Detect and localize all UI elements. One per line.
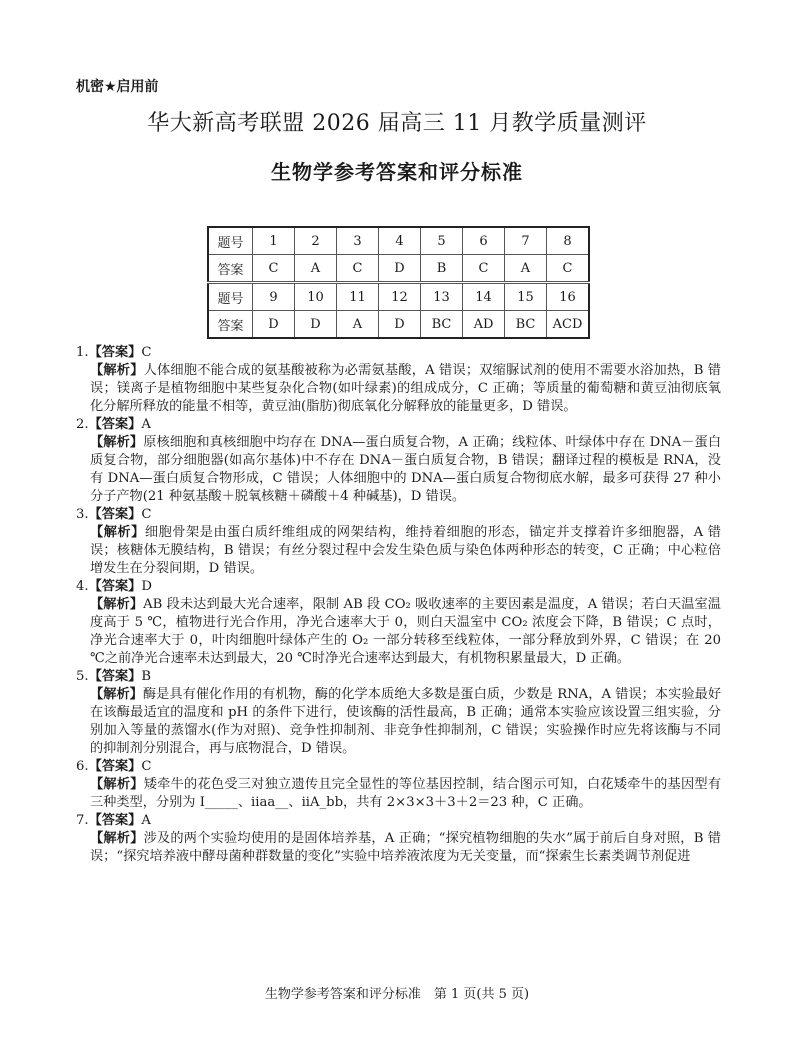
question-number-row-1 [208, 227, 589, 255]
answer-cell: D [253, 311, 295, 339]
row-label-question: 题号 [208, 283, 253, 311]
question-number: 5 [421, 227, 463, 255]
question-item-4 [76, 578, 721, 668]
analysis-text: 人体细胞不能合成的氨基酸被称为必需氨基酸，A 错误；双缩脲试剂的使用不需要水浴加热，B 错误；镁离子是植物细胞中某些复杂化合物(如叶绿素)的组成成分，C 正确；等质量的葡萄糖和黄豆油彻底氧化分解所释放的能量不相等，黄豆油(脂肪)彻底氧化分解释放的能量更多，D 错误。 [90, 363, 721, 414]
question-num: 2. [76, 417, 89, 432]
answer-tag: 【答案】 [88, 669, 142, 684]
question-number: 13 [421, 283, 463, 311]
question-item-7 [76, 812, 721, 866]
analysis-tag: 【解析】 [90, 831, 144, 846]
question-item-6 [76, 758, 721, 812]
answer-cell: C [463, 255, 505, 283]
answer-value: A [141, 813, 151, 828]
analysis-paragraph [76, 686, 721, 758]
question-number: 6 [463, 227, 505, 255]
question-item-1 [76, 344, 721, 416]
analysis-tag: 【解析】 [90, 687, 143, 702]
question-item-3 [76, 506, 721, 578]
analysis-tag: 【解析】 [90, 525, 145, 540]
document-title: 华大新高考联盟 2026 届高三 11 月教学质量测评 [147, 111, 647, 136]
question-number: 4 [379, 227, 421, 255]
answer-tag: 【答案】 [88, 345, 142, 360]
analysis-paragraph [76, 362, 721, 416]
analysis-text: 涉及的两个实验均使用的是固体培养基，A 正确；“探究植物细胞的失水”属于前后自身对照，B 错误；“探究培养液中酵母菌种群数量的变化”实验中培养液浓度为无关变量，而“探索生长素类调节剂促进 [90, 831, 721, 864]
answer-tag: 【答案】 [88, 759, 142, 774]
analysis-tag: 【解析】 [90, 435, 144, 450]
answer-cell: C [547, 255, 590, 283]
question-number: 7 [505, 227, 547, 255]
answer-cell: A [337, 311, 379, 339]
question-number: 10 [295, 283, 337, 311]
answer-cell: A [295, 255, 337, 283]
analysis-paragraph [76, 524, 721, 578]
page-footer: 生物学参考答案和评分标准 第 1 页(共 5 页) [264, 987, 530, 1002]
question-num: 5. [76, 669, 89, 684]
answer-value: B [141, 669, 152, 684]
answer-line [76, 578, 721, 596]
answer-value: C [141, 507, 152, 522]
analysis-text: 矮牵牛的花色受三对独立遗传且完全显性的等位基因控制，结合图示可知，白花矮牵牛的基因型有三种类型，分别为 I_____、iiaa__、iiA_bb，共有 2×3×3＋3＋2＝23 种，C 正确。 [90, 777, 722, 810]
document-subtitle: 生物学参考答案和评分标准 [271, 160, 523, 184]
answer-cell: D [379, 311, 421, 339]
answer-line [76, 506, 721, 524]
question-num: 7. [76, 813, 89, 828]
analysis-tag: 【解析】 [90, 597, 144, 612]
analysis-text: 原核细胞和真核细胞中均存在 DNA—蛋白质复合物，A 正确；线粒体、叶绿体中存在 DNA－蛋白质复合物，部分细胞器(如高尔基体)中不存在 DNA－蛋白质复合物，B 错误；翻译过程的模板是 RNA，没有 DNA—蛋白质复合物形成，C 错误；人体细胞中的 DNA—蛋白质复合物彻底水解，最多可获得 27 种小分子产物(21 种氨基酸＋脱氧核糖＋磷酸＋4 种碱基)，D 错误。 [90, 435, 722, 504]
answer-value: A [141, 417, 151, 432]
question-num: 4. [76, 579, 89, 594]
answer-cell: C [337, 255, 379, 283]
answer-tag: 【答案】 [88, 813, 142, 828]
question-number: 8 [547, 227, 590, 255]
answer-tag: 【答案】 [88, 507, 142, 522]
explanations [76, 344, 721, 866]
answer-row-2 [208, 311, 589, 339]
answer-line [76, 758, 721, 776]
confidential-label: 机密★启用前 [76, 79, 159, 95]
question-number: 9 [253, 283, 295, 311]
answer-line [76, 668, 721, 686]
question-number: 12 [379, 283, 421, 311]
answer-cell: BC [505, 311, 547, 339]
answer-value: C [141, 759, 152, 774]
question-number-row-2 [208, 283, 589, 311]
row-label-answer: 答案 [208, 255, 253, 283]
answer-value: D [141, 579, 152, 594]
answer-key-table [207, 226, 590, 339]
analysis-tag: 【解析】 [90, 363, 144, 378]
question-number: 11 [337, 283, 379, 311]
analysis-paragraph [76, 776, 721, 812]
question-number: 14 [463, 283, 505, 311]
answer-tag: 【答案】 [88, 579, 142, 594]
question-number: 16 [547, 283, 590, 311]
analysis-paragraph [76, 434, 721, 506]
question-item-5 [76, 668, 721, 758]
question-item-2 [76, 416, 721, 506]
analysis-tag: 【解析】 [90, 777, 144, 792]
row-label-question: 题号 [208, 227, 253, 255]
answer-cell: BC [421, 311, 463, 339]
question-number: 15 [505, 283, 547, 311]
answer-line [76, 344, 721, 362]
answer-value: C [141, 345, 152, 360]
answer-cell: ACD [547, 311, 590, 339]
question-number: 2 [295, 227, 337, 255]
question-num: 3. [76, 507, 89, 522]
answer-cell: B [421, 255, 463, 283]
answer-cell: D [295, 311, 337, 339]
question-num: 6. [76, 759, 89, 774]
analysis-paragraph [76, 830, 721, 866]
analysis-text: 细胞骨架是由蛋白质纤维组成的网架结构，维持着细胞的形态，锚定并支撑着许多细胞器，A 错误；核糖体无膜结构，B 错误；有丝分裂过程中会发生染色质与染色体两种形态的转变，C 正确；中心粒倍增发生在分裂间期，D 错误。 [90, 525, 721, 576]
analysis-text: AB 段未达到最大光合速率，限制 AB 段 CO₂ 吸收速率的主要因素是温度，A 错误；若白天温室温度高于 5 ℃，植物进行光合作用，净光合速率大于 0，则白天温室中 CO₂ 浓度会下降，B 错误；C 点时，净光合速率大于 0，叶肉细胞叶绿体产生的 O₂ 一部分转移至线粒体，一部分释放到外界，C 错误；在 20 ℃之前净光合速率未达到最大，20 ℃时净光合速率达到最大，有机物积累量最大，D 正确。 [90, 597, 721, 666]
analysis-paragraph [76, 596, 721, 668]
answer-cell: AD [463, 311, 505, 339]
question-number: 3 [337, 227, 379, 255]
answer-cell: C [253, 255, 295, 283]
question-number: 1 [253, 227, 295, 255]
analysis-text: 酶是具有催化作用的有机物，酶的化学本质绝大多数是蛋白质，少数是 RNA，A 错误；本实验最好在该酶最适宜的温度和 pH 的条件下进行，使该酶的活性最高，B 正确；通常本实验应该设置三组实验，分别加入等量的蒸馏水(作为对照)、竞争性抑制剂、非竞争性抑制剂，C 错误；实验操作时应先将该酶与不同的抑制剂分别混合，再与底物混合，D 错误。 [90, 687, 722, 756]
question-num: 1. [76, 345, 89, 360]
answer-cell: D [379, 255, 421, 283]
row-label-answer: 答案 [208, 311, 253, 339]
answer-tag: 【答案】 [88, 417, 142, 432]
answer-line [76, 812, 721, 830]
answer-cell: A [505, 255, 547, 283]
answer-row-1 [208, 255, 589, 283]
answer-line [76, 416, 721, 434]
